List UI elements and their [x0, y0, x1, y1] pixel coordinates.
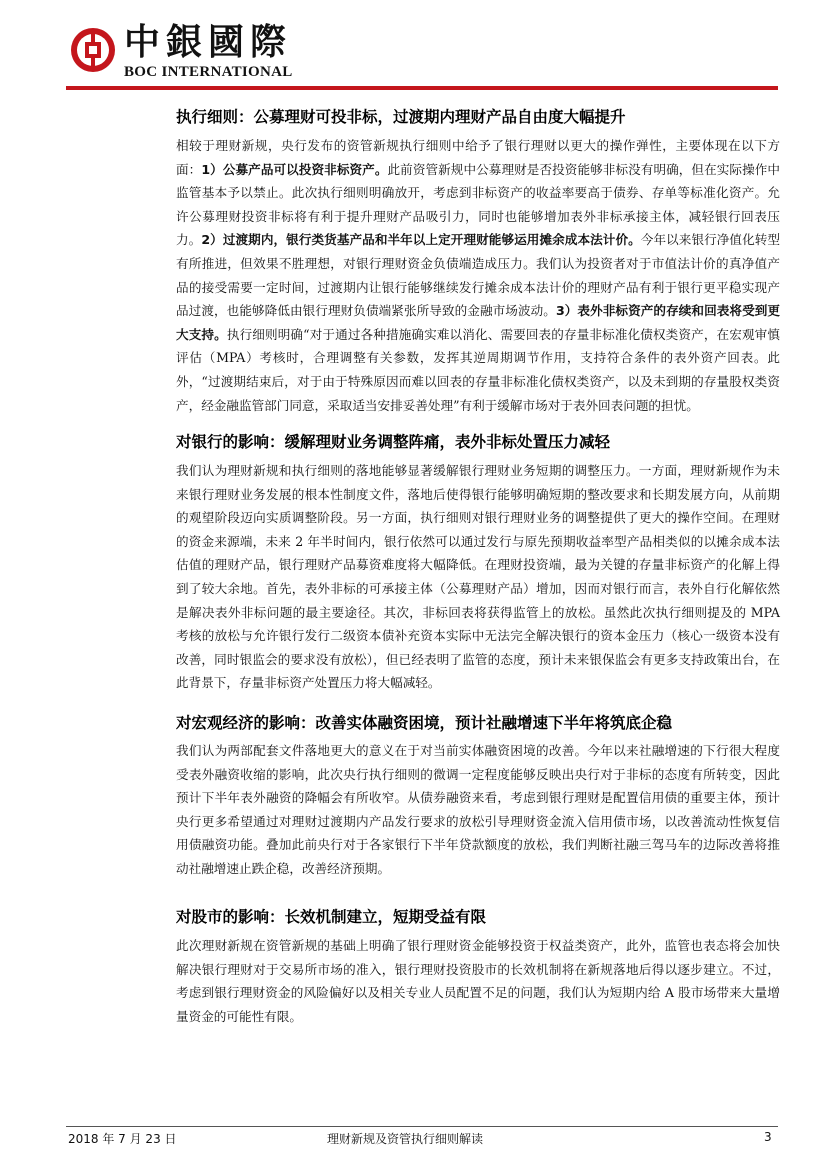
body-text: 此前资管新规中公募理财是否投资能够非标没有明确，但在实际操作中监管基本予以禁止。此次执行细则明确放开，考虑到非标资产的收益率要高于债券、存单等标准化资产。允许公募理财投资非标将有利于提升理财产品吸引力，同时也能够增加表外非标承接主体，减轻银行回表压力。: [176, 161, 781, 248]
section-paragraph: [176, 934, 780, 1028]
page-footer: [0, 1130, 827, 1150]
page-number: 3: [764, 1130, 772, 1144]
section-title: 对宏观经济的影响：改善实体融资困境，预计社融增速下半年将筑底企稳: [176, 714, 673, 732]
section-title: 对银行的影响：缓解理财业务调整阵痛，表外非标处置压力减轻: [176, 433, 611, 451]
body-text: 执行细则明确“对于通过各种措施确实难以消化、需要回表的存量非标准化债权类资产，在宏观审慎评估（MPA）考核时，合理调整有关参数，发挥其逆周期调节作用，支持符合条件的表外资产回表。此外，“过渡期结束后，对于由于特殊原因而难以回表的存量非标准化债权类资产，以及未到期的存量股权类资产，经金融监管部门同意，采取适当安排妥善处理”有利于缓解市场对于表外回表问题的担忧。: [176, 326, 780, 413]
footer-divider: [66, 1126, 778, 1127]
section-paragraph: [176, 739, 780, 881]
section-paragraph: [176, 134, 780, 417]
body-text: 今年以来银行净值化转型有所推进，但效果不胜理想，对银行理财资金负债端造成压力。我们认为投资者对于市值法计价的真净值产品的接受需要一定时间，过渡期内让银行能够继续发行摊余成本法计价的理财产品有利于银行更平稳实现产品过渡，也能够降低由银行理财负债端紧张所导致的金融市场波动。: [176, 232, 781, 319]
section-paragraph: [176, 459, 780, 695]
logo-english-name: BOC INTERNATIONAL: [124, 64, 293, 80]
body-text: 此次理财新规在资管新规的基础上明确了银行理财资金能够投资于权益类资产，此外，监管也表态将会加快解决银行理财对于交易所市场的准入，银行理财投资股市的长效机制将在新规落地后得以逐步建立。不过，考虑到银行理财资金的风险偏好以及相关专业人员配置不足的问题，我们认为短期内给 A 股市场带来大量增量资金的可能性有限。: [176, 938, 780, 1024]
logo-chinese-name: 中銀國際: [124, 21, 293, 63]
footer-date: 2018 年 7 月 23 日: [68, 1132, 177, 1146]
body-text: 相较于理财新规，央行发布的资管新规执行细则中给予了银行理财以更大的操作弹性，主要体现在以下方面：: [176, 138, 780, 177]
section-title: 执行细则：公募理财可投非标，过渡期内理财产品自由度大幅提升: [176, 108, 626, 126]
footer-report-title: 理财新规及资管执行细则解读: [327, 1132, 484, 1146]
page-header: [0, 0, 827, 100]
body-text: 我们认为理财新规和执行细则的落地能够显著缓解银行理财业务短期的调整压力。一方面，理财新规作为未来银行理财业务发展的根本性制度文件，落地后使得银行能够明确短期的整改要求和长期发展方向，从前期的观望阶段迈向实质调整阶段。另一方面，执行细则对银行理财业务的调整提供了更大的操作空间。在理财的资金来源端，未来 2 年半时间内，银行依然可以通过发行与原先预期收益率型产品相类似的以摊余成本法估值的理财产品，银行理财产品募资难度将大幅降低。在理财投资端，最为关键的存量非标资产的化解上得到了较大余地。首先，表外非标的可承接主体（公募理财产品）增加，因而对银行而言，表外自行化解依然是解决表外非标问题的最主要途径。其次，非标回表将获得监管上的放松。虽然此次执行细则提及的 MPA 考核的放松与允许银行发行二级资本债补充资本实际中无法完全解决银行的资本金压力（核心一级资本没有改善，同时银监会的要求没有放松），但已经表明了监管的态度，预计未来银保监会有更多支持政策出台，在此背景下，存量非标资产处置压力将大幅减轻。: [176, 463, 780, 691]
section-title: 对股市的影响：长效机制建立，短期受益有限: [176, 908, 487, 926]
body-text: 我们认为两部配套文件落地更大的意义在于对当前实体融资困境的改善。今年以来社融增速的下行很大程度受表外融资收缩的影响，此次央行执行细则的微调一定程度能够反映出央行对于非标的态度有所转变，因此预计下半年表外融资的降幅会有所收窄。从债券融资来看，考虑到银行理财是配置信用债的重要主体，预计央行更多希望通过对理财过渡期内产品发行要求的放松引导理财资金流入信用债市场，以改善流动性恢复信用债融资功能。叠加此前央行对于各家银行下半年贷款额度的放松，我们判断社融三驾马车的边际改善将推动社融增速止跌企稳，改善经济预期。: [176, 743, 780, 876]
emphasis-text: 3）表外非标资产的存续和回表将受到更大支持。: [176, 303, 780, 342]
emphasis-text: 1）公募产品可以投资非标资产。: [201, 161, 388, 177]
emphasis-text: 2）过渡期内，银行类货基产品和半年以上定开理财能够运用摊余成本法计价。: [201, 232, 641, 248]
boc-logo-icon: [71, 28, 115, 72]
header-divider: [66, 86, 778, 90]
